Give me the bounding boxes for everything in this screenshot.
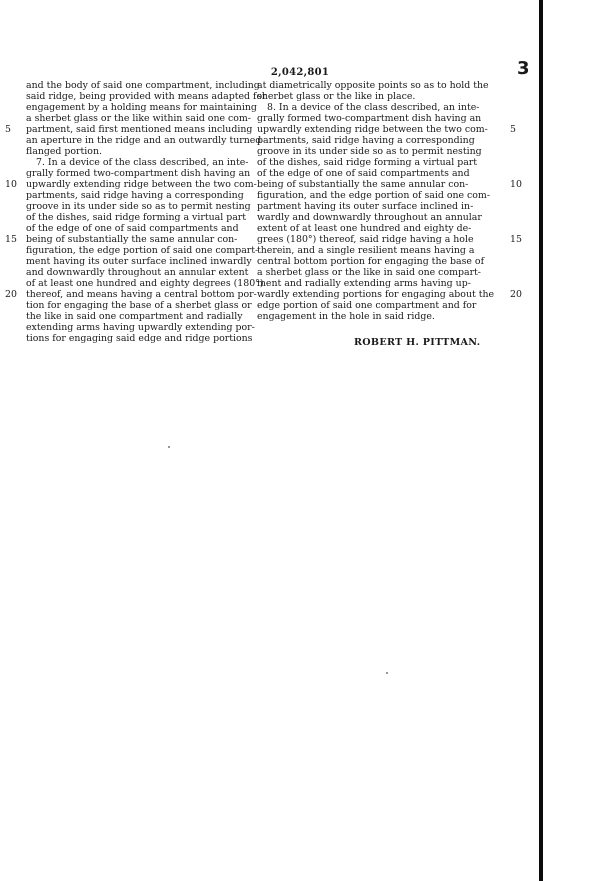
right-line: ment and radially extending arms having up- bbox=[257, 278, 471, 289]
right-line: edge portion of said one compartment and for bbox=[257, 300, 477, 311]
left-line: tions for engaging said edge and ridge portions bbox=[26, 333, 253, 344]
left-line: tion for engaging the base of a sherbet glass or bbox=[26, 300, 252, 311]
left-line: upwardly extending ridge between the two com- bbox=[26, 179, 257, 190]
left-line: a sherbet glass or the like within said one com- bbox=[26, 113, 251, 124]
left-line: partments, said ridge having a corresponding bbox=[26, 190, 244, 201]
line-number-5-right: 5 bbox=[510, 124, 516, 135]
right-line: grally formed two-compartment dish having an bbox=[257, 113, 482, 124]
line-number-15-left: 15 bbox=[5, 234, 17, 245]
right-line: groove in its under side so as to permit nesting bbox=[257, 146, 482, 157]
right-line: wardly extending portions for engaging about the bbox=[257, 289, 495, 300]
right-column bbox=[257, 80, 495, 322]
left-line: engagement by a holding means for maintaining bbox=[26, 102, 257, 113]
left-line: and the body of said one compartment, including bbox=[26, 80, 260, 91]
right-line: central bottom portion for engaging the base of bbox=[257, 256, 485, 267]
right-line: wardly and downwardly throughout an annular bbox=[257, 212, 482, 223]
right-line: 8. In a device of the class described, an inte- bbox=[267, 102, 480, 113]
left-line: being of substantially the same annular con- bbox=[26, 234, 238, 245]
scan-speck bbox=[168, 446, 170, 448]
page-number: 3 bbox=[517, 58, 530, 79]
left-line: of the edge of one of said compartments and bbox=[26, 223, 239, 234]
scan-speck bbox=[386, 672, 388, 674]
left-line: ment having its outer surface inclined inwardly bbox=[26, 256, 252, 267]
line-number-20-right: 20 bbox=[510, 289, 522, 300]
line-number-10-right: 10 bbox=[510, 179, 522, 190]
right-line: upwardly extending ridge between the two com- bbox=[257, 124, 488, 135]
left-line: said ridge, being provided with means adapted for bbox=[26, 91, 267, 102]
patent-number: 2,042,801 bbox=[270, 67, 330, 78]
left-line: flanged portion. bbox=[26, 146, 102, 157]
right-line: partments, said ridge having a corresponding bbox=[257, 135, 475, 146]
left-line: thereof, and means having a central bottom por- bbox=[26, 289, 257, 300]
left-line: grally formed two-compartment dish having an bbox=[26, 168, 251, 179]
right-line: sherbet glass or the like in place. bbox=[257, 91, 416, 102]
right-line: extent of at least one hundred and eighty de- bbox=[257, 223, 472, 234]
right-line: engagement in the hole in said ridge. bbox=[257, 311, 435, 322]
signature: ROBERT H. PITTMAN. bbox=[354, 337, 481, 348]
line-number-20-left: 20 bbox=[5, 289, 17, 300]
left-line: 7. In a device of the class described, an inte- bbox=[36, 157, 249, 168]
scan-edge-bar bbox=[539, 0, 543, 881]
line-number-5-left: 5 bbox=[5, 124, 11, 135]
right-line: of the dishes, said ridge forming a virtual part bbox=[257, 157, 478, 168]
right-line: of the edge of one of said compartments and bbox=[257, 168, 470, 179]
left-column bbox=[26, 80, 267, 344]
left-line: partment, said first mentioned means including bbox=[26, 124, 253, 135]
left-line: groove in its under side so as to permit nesting bbox=[26, 201, 251, 212]
right-line: a sherbet glass or the like in said one compart- bbox=[257, 267, 481, 278]
right-line: partment having its outer surface inclined in- bbox=[257, 201, 474, 212]
left-line: the like in said one compartment and radially bbox=[26, 311, 243, 322]
right-line: at diametrically opposite points so as to hold the bbox=[257, 80, 489, 91]
left-line: of the dishes, said ridge forming a virtual part bbox=[26, 212, 247, 223]
left-line: an aperture in the ridge and an outwardly turned bbox=[26, 135, 262, 146]
line-number-15-right: 15 bbox=[510, 234, 522, 245]
left-line: of at least one hundred and eighty degrees (180°) bbox=[26, 278, 264, 289]
right-line: being of substantially the same annular con- bbox=[257, 179, 469, 190]
right-line: grees (180°) thereof, said ridge having a hole bbox=[257, 234, 474, 245]
right-line: figuration, and the edge portion of said one com- bbox=[257, 190, 490, 201]
left-line: figuration, the edge portion of said one compart- bbox=[26, 245, 259, 256]
left-line: and downwardly throughout an annular extent bbox=[26, 267, 249, 278]
line-number-10-left: 10 bbox=[5, 179, 17, 190]
right-line: therein, and a single resilient means having a bbox=[257, 245, 475, 256]
left-line: extending arms having upwardly extending por- bbox=[26, 322, 255, 333]
